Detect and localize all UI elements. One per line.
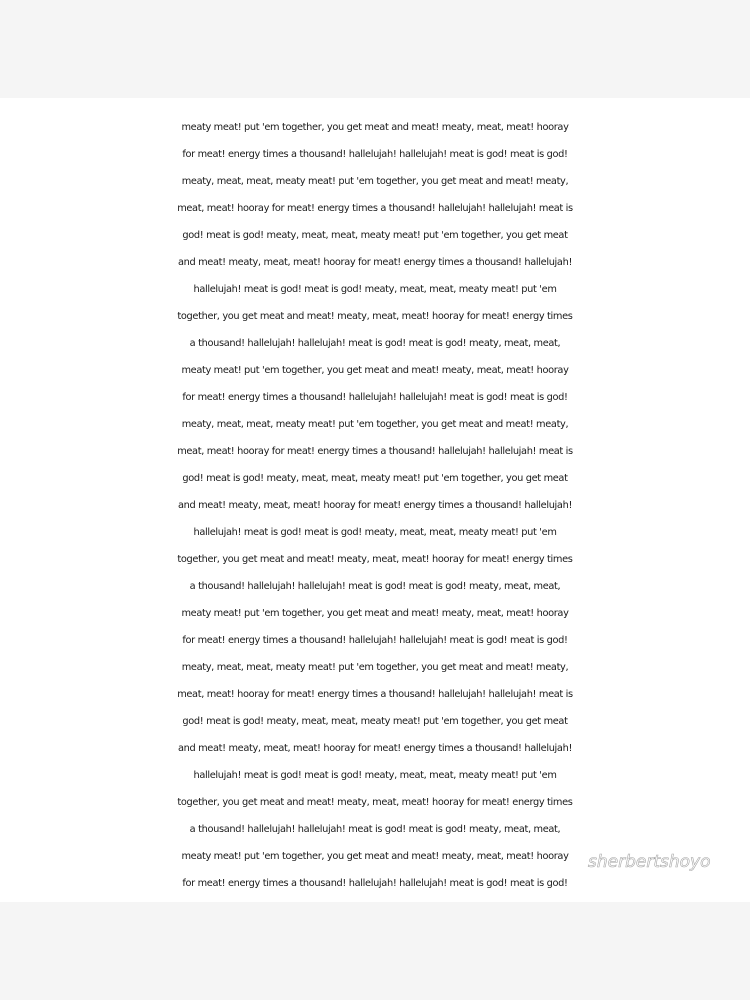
lyric-line: meat, meat! hooray for meat! energy times a thousand! hallelujah! hallelujah! meat is	[177, 689, 573, 700]
artist-watermark: sherbertshoyo	[588, 852, 711, 872]
lyric-line: hallelujah! meat is god! meat is god! meaty, meat, meat, meaty meat! put 'em	[193, 527, 557, 538]
lyric-line: meat, meat! hooray for meat! energy times a thousand! hallelujah! hallelujah! meat is	[177, 203, 573, 214]
lyric-line: meaty, meat, meat, meaty meat! put 'em together, you get meat and meat! meaty,	[181, 176, 569, 187]
lyric-line: and meat! meaty, meat, meat! hooray for meat! energy times a thousand! hallelujah!	[177, 743, 573, 754]
lyric-line: for meat! energy times a thousand! hallelujah! hallelujah! meat is god! meat is god!	[182, 149, 568, 160]
top-margin-band	[0, 0, 750, 98]
lyric-line: meat, meat! hooray for meat! energy times a thousand! hallelujah! hallelujah! meat is	[177, 446, 573, 457]
lyrics-sheet	[0, 98, 750, 902]
lyric-line: god! meat is god! meaty, meat, meat, meaty meat! put 'em together, you get meat	[182, 716, 568, 727]
lyric-line: and meat! meaty, meat, meat! hooray for meat! energy times a thousand! hallelujah!	[177, 257, 573, 268]
lyric-line: together, you get meat and meat! meaty, meat, meat! hooray for meat! energy times	[177, 554, 573, 565]
lyric-line: god! meat is god! meaty, meat, meat, meaty meat! put 'em together, you get meat	[182, 230, 568, 241]
lyric-line: meaty meat! put 'em together, you get meat and meat! meaty, meat, meat! hooray	[181, 122, 569, 133]
lyric-line: hallelujah! meat is god! meat is god! meaty, meat, meat, meaty meat! put 'em	[193, 770, 557, 781]
lyric-line: for meat! energy times a thousand! hallelujah! hallelujah! meat is god! meat is god!	[182, 392, 568, 403]
lyric-line: and meat! meaty, meat, meat! hooray for meat! energy times a thousand! hallelujah!	[177, 500, 573, 511]
lyric-line: a thousand! hallelujah! hallelujah! meat is god! meat is god! meaty, meat, meat,	[189, 581, 561, 592]
lyric-line: for meat! energy times a thousand! hallelujah! hallelujah! meat is god! meat is god!	[182, 635, 568, 646]
lyric-line: a thousand! hallelujah! hallelujah! meat is god! meat is god! meaty, meat, meat,	[189, 338, 561, 349]
lyric-line: a thousand! hallelujah! hallelujah! meat is god! meat is god! meaty, meat, meat,	[189, 824, 561, 835]
lyric-line: god! meat is god! meaty, meat, meat, meaty meat! put 'em together, you get meat	[182, 473, 568, 484]
lyric-line: meaty meat! put 'em together, you get meat and meat! meaty, meat, meat! hooray	[181, 365, 569, 376]
lyric-line: hallelujah! meat is god! meat is god! meaty, meat, meat, meaty meat! put 'em	[193, 284, 557, 295]
bottom-margin-band	[0, 902, 750, 1000]
lyric-line: meaty meat! put 'em together, you get meat and meat! meaty, meat, meat! hooray	[181, 851, 569, 862]
lyric-line: meaty, meat, meat, meaty meat! put 'em together, you get meat and meat! meaty,	[181, 662, 569, 673]
lyric-line: meaty, meat, meat, meaty meat! put 'em together, you get meat and meat! meaty,	[181, 419, 569, 430]
lyric-line: meaty meat! put 'em together, you get meat and meat! meaty, meat, meat! hooray	[181, 608, 569, 619]
lyric-line: together, you get meat and meat! meaty, meat, meat! hooray for meat! energy times	[177, 311, 573, 322]
lyric-line: for meat! energy times a thousand! hallelujah! hallelujah! meat is god! meat is god!	[182, 878, 568, 889]
lyric-line: together, you get meat and meat! meaty, meat, meat! hooray for meat! energy times	[177, 797, 573, 808]
lyrics-text-block	[0, 114, 750, 897]
